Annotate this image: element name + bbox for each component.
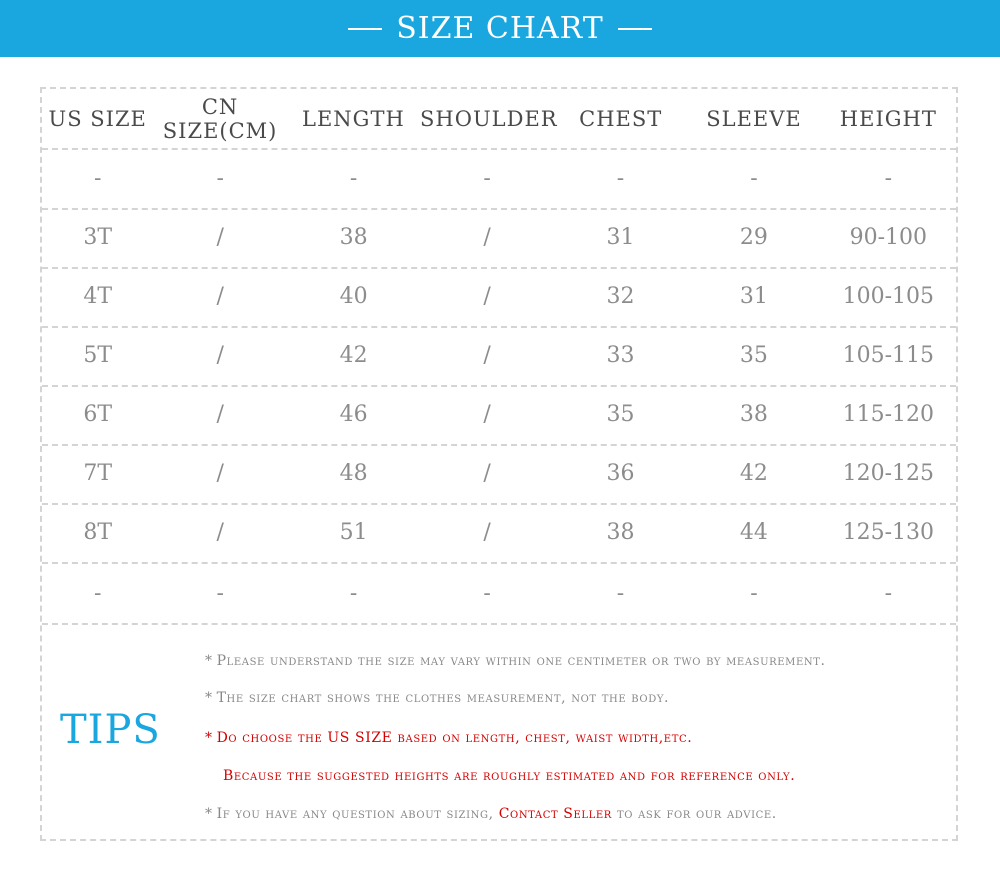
cell-height: 115-120 bbox=[842, 402, 935, 427]
tip-line-height-estimate bbox=[223, 768, 795, 784]
cell-length: - bbox=[349, 166, 358, 191]
cell-cn-size: / bbox=[216, 520, 224, 545]
cell-sleeve: - bbox=[750, 581, 758, 606]
cell-length: 48 bbox=[339, 461, 368, 486]
title-banner bbox=[0, 0, 1000, 57]
cell-chest: 36 bbox=[606, 461, 635, 486]
cell-height: - bbox=[884, 166, 893, 191]
table-row bbox=[42, 149, 956, 210]
tip-text: If you have any question about sizing, bbox=[216, 806, 494, 822]
cell-height: 120-125 bbox=[842, 461, 935, 486]
cell-cn-size: / bbox=[216, 402, 224, 427]
cell-us-size: 7T bbox=[83, 461, 113, 486]
title-right-dash bbox=[618, 28, 652, 30]
cell-us-size: 6T bbox=[83, 402, 113, 427]
tip-text: Do choose the US SIZE based on length, chest, waist width,etc. bbox=[216, 730, 693, 746]
cell-length: 42 bbox=[339, 343, 368, 368]
cell-height: 105-115 bbox=[842, 343, 935, 368]
size-chart-sheet bbox=[40, 87, 958, 841]
table-row bbox=[42, 326, 956, 387]
cell-chest: 33 bbox=[606, 343, 635, 368]
cell-shoulder: / bbox=[483, 284, 491, 309]
cell-height: - bbox=[884, 581, 893, 606]
cell-length: 38 bbox=[339, 225, 368, 250]
cell-sleeve: 35 bbox=[739, 343, 768, 368]
table-row bbox=[42, 208, 956, 269]
cell-chest: 32 bbox=[606, 284, 635, 309]
cell-cn-size: / bbox=[216, 284, 224, 309]
column-header-shoulder: SHOULDER bbox=[420, 106, 558, 131]
cell-shoulder: - bbox=[483, 581, 491, 606]
cell-height: 125-130 bbox=[842, 520, 935, 545]
column-header-sleeve: SLEEVE bbox=[706, 106, 802, 131]
tip-text: to ask for our advice. bbox=[616, 806, 777, 822]
tip-text: The size chart shows the clothes measurement, not the body. bbox=[216, 690, 670, 706]
contact-seller-link[interactable]: Contact Seller bbox=[498, 806, 612, 822]
cell-cn-size: / bbox=[216, 343, 224, 368]
cell-cn-size: / bbox=[216, 461, 224, 486]
cell-cn-size: - bbox=[216, 166, 224, 191]
tips-heading: TIPS bbox=[60, 707, 161, 753]
cell-chest: 38 bbox=[606, 520, 635, 545]
cell-height: 100-105 bbox=[842, 284, 935, 309]
cell-shoulder: / bbox=[483, 402, 491, 427]
tip-line-choose-us-size bbox=[205, 730, 692, 746]
asterisk-icon: * bbox=[205, 690, 213, 706]
cell-shoulder: / bbox=[483, 461, 491, 486]
cell-sleeve: 44 bbox=[739, 520, 768, 545]
column-header-chest: CHEST bbox=[579, 106, 663, 131]
cell-sleeve: 31 bbox=[739, 284, 768, 309]
tip-line-size-variance bbox=[205, 653, 826, 669]
cell-chest: - bbox=[616, 581, 625, 606]
cell-shoulder: - bbox=[483, 166, 491, 191]
cell-length: - bbox=[349, 581, 358, 606]
tip-line-contact-seller bbox=[205, 806, 777, 822]
cell-shoulder: / bbox=[483, 343, 491, 368]
cell-us-size: 8T bbox=[83, 520, 113, 545]
table-row bbox=[42, 503, 956, 564]
cell-us-size: 4T bbox=[83, 284, 113, 309]
cell-length: 51 bbox=[339, 520, 368, 545]
cell-sleeve: 38 bbox=[739, 402, 768, 427]
cell-height: 90-100 bbox=[849, 225, 928, 250]
asterisk-icon: * bbox=[205, 730, 213, 746]
tip-text: Because the suggested heights are roughly estimated and for reference only. bbox=[223, 768, 796, 784]
cell-shoulder: / bbox=[483, 225, 491, 250]
cell-chest: 31 bbox=[606, 225, 635, 250]
cell-us-size: - bbox=[94, 581, 102, 606]
column-header-us-size: US SIZE bbox=[48, 106, 147, 131]
cell-chest: - bbox=[616, 166, 625, 191]
tip-line-garment-measurement bbox=[205, 690, 669, 706]
cell-cn-size: / bbox=[216, 225, 224, 250]
cell-sleeve: 42 bbox=[739, 461, 768, 486]
cell-cn-size: - bbox=[216, 581, 224, 606]
page-title: SIZE CHART bbox=[396, 11, 604, 46]
column-header-length: LENGTH bbox=[302, 106, 405, 131]
cell-us-size: 3T bbox=[83, 225, 113, 250]
cell-us-size: 5T bbox=[83, 343, 113, 368]
cell-length: 40 bbox=[339, 284, 368, 309]
table-row bbox=[42, 385, 956, 446]
column-header-height: HEIGHT bbox=[839, 106, 937, 131]
asterisk-icon: * bbox=[205, 806, 213, 822]
asterisk-icon: * bbox=[205, 653, 213, 669]
table-header-row bbox=[42, 89, 956, 150]
cell-sleeve: - bbox=[750, 166, 758, 191]
cell-sleeve: 29 bbox=[739, 225, 768, 250]
tip-text: Please understand the size may vary within one centimeter or two by measurement. bbox=[216, 653, 826, 669]
title-left-dash bbox=[348, 28, 382, 30]
cell-length: 46 bbox=[339, 402, 368, 427]
table-row bbox=[42, 444, 956, 505]
cell-chest: 35 bbox=[606, 402, 635, 427]
cell-us-size: - bbox=[94, 166, 102, 191]
table-row bbox=[42, 267, 956, 328]
cell-shoulder: / bbox=[483, 520, 491, 545]
column-header-cn-size: CN SIZE(CM) bbox=[162, 94, 278, 143]
table-row bbox=[42, 564, 956, 625]
